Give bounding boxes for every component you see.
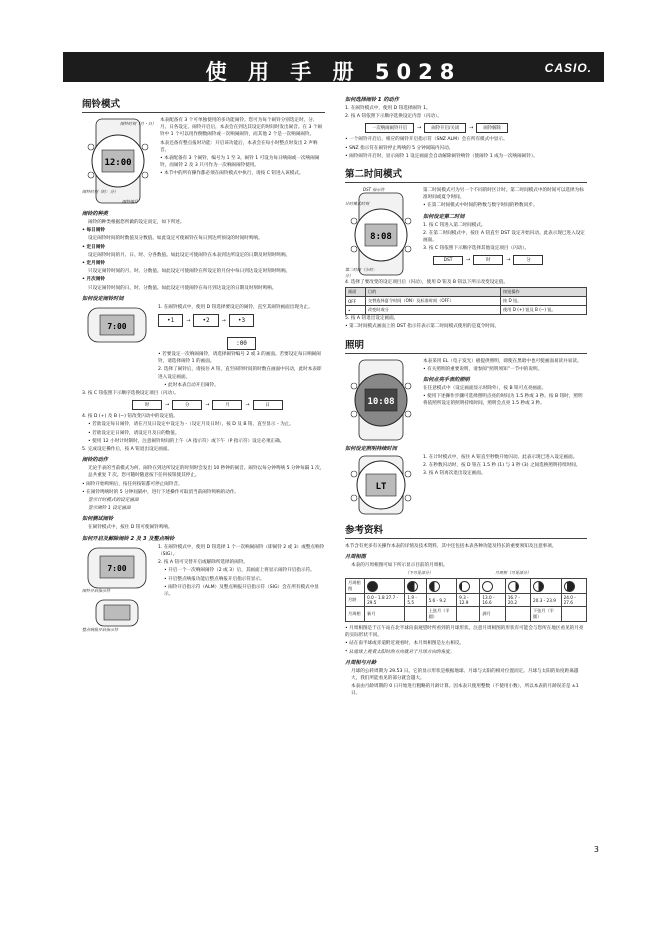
reference-title: 参考资料 [345,524,384,536]
select-bullet: • 闹铃闹铃开启时，显示闹铃 1 设定画面会自动解除闹铃响铃（使闹铃 1 成为一次响闹闹铃）。 [345,153,538,159]
table-header-row [346,288,587,297]
arrow-icon: → [469,125,474,132]
alarm-type-desc: 设定闹铃时间的时数值及分数值。如此设定可使闹铃在每日到达所预设的时间时鸣响。 [88,236,263,242]
svg-text:12:00: 12:00 [104,158,132,168]
duration-step-1: 1. 在计时模式中，按住 A 钮直至秒数开始闪动。此表示现已进入设定画面。 [423,454,578,460]
arrow-icon: → [245,402,250,409]
moon-intro: 本表的月周相图可如下所示显示目前的月周相。 [351,562,448,568]
moon-caption: （不可见部分） [405,570,433,576]
dual-step-4: 4. 选择了要改变的设定项目后（闪动），使用 D 钮及 B 钮以下所示改变设定值。 [345,280,509,286]
alarm-watch-illustration [82,117,154,207]
svg-text:7:00: 7:00 [107,563,127,573]
alarm1-sequence [345,123,587,133]
moon-icon [482,581,493,592]
moon-graphic [480,579,505,594]
alarm-operation-subitem: 显示闹铃 1 设定画面 [88,506,131,512]
moon-icon [533,581,544,592]
table-row [346,594,587,607]
divider [345,538,587,539]
seq-item: 分 [172,400,202,410]
moon-graphic [531,579,562,594]
alarm-type-title: • 定日闹铃 [82,244,105,250]
light-intro: 本表采用 EL（电子发光）板提供照明，即使在黑暗中也可使画面易读并易读。 [423,358,582,364]
test-alarm-desc: 在闹铃模式中，按住 D 钮可使闹铃鸣响。 [88,525,173,531]
dual-set-title: 如何设定第二时间 [423,213,465,220]
moon-graphic [365,579,405,594]
moon-age: 24.0 - 27.6 [561,594,586,607]
dual-time-watch-illustration [345,187,417,279]
alarm-operation-desc: 无论手表的当前模式为何，闹铃在到达所设定的时刻时会发出 10 秒钟的闹音。闹铃以每分钟鸣响 5 分钟每隔 1 次，总共重复 7 次。您可随时随意按下任何按钮使其停止。 [88,466,325,479]
reference-intro: 本节含有更多有关操作本表的详情及技术资料，其中还包括本表各种功能及特长的重要须知及注意事项。 [345,543,557,549]
moon-graphic [505,579,530,594]
dual-intro: 第二时间模式可为另一个不同的时区计时。第二时间模式中的时间可以选择为标准时间或夏令时间。 [423,188,584,201]
svg-text:10:08: 10:08 [367,396,395,407]
moon-phase: 下弦月（半圆） [531,607,562,622]
set-step-5: 5. 完成设定操作后，按 A 钮退出设定画面。 [82,447,173,453]
alarm-types-title: 闹铃的种类 [82,211,108,217]
moon-age: 20.3 - 23.9 [531,594,562,607]
moon-age: 0.0 - 1.8 27.7 - 29.5 [365,594,405,607]
moon-phase-table [345,578,587,622]
seq-item: 分 [513,255,543,265]
watch-caption: 整点响报开启指示符 [82,626,118,632]
set-step-4-note: • 使用 12 小时计时制时，注意闹铃时间的上午（A 指示符）或下午（P 指示符）设定必须正确。 [88,438,285,444]
watch-caption: 闹铃开启指示符 [82,587,110,593]
moon-phase: 满月 [480,607,505,622]
setting-sequence [82,400,325,410]
table-header: 目的 [365,288,500,297]
seq-item: 一次响闹闹铃开启 [365,123,414,133]
on-bullet: • 开启整点响报功能后整点响报开启指示符显示。 [164,576,265,582]
table-cell: OFF [346,297,366,306]
arrow-icon: → [165,402,170,409]
moon-bullet: • 站在南半球或赤道附近观看时，本月周相图是左右相反。 [345,641,465,647]
moon-age-desc: 本表由月龄周期的 0 日开始进行粗略的月龄计算。因本表只使用整数（不使用小数），所以本表的月龄误差是 ±1 日。 [351,684,579,697]
alarm-operation-title: 闹铃的动作 [82,457,108,464]
light-row [345,358,587,442]
dual-settings-table [345,287,587,315]
watch-caption: 闹铃时刻（月・日） [120,121,156,126]
alarm-type-desc: 只设定闹铃时间的月、时、分数值。如此设定可使闹铃在所设定的月份中每日到达设定时刻时鸣响。 [88,269,291,275]
on-step-2: 2. 按 A 钮可交替开启或解除所选择的闹铃。 [158,560,249,566]
divider [345,353,587,354]
table-row [346,579,587,594]
moon-age-title: 月周相与月龄 [345,659,377,666]
moon-footnote: * 从地球上观看太阳时的方向就对于月球方向的角度。 [345,649,455,655]
moon-phase [405,607,426,622]
seq-item: 闹铃开启/关闭 [424,123,466,133]
dual-bullet: • 第二时间模式画面上的 DST 指示符表示第二时间模式使用的是夏令时间。 [345,324,500,330]
moon-icon [429,581,440,592]
moon-graphic [457,579,480,594]
left-column [82,96,325,632]
light-sub-title: 如何点亮手表的照明 [423,377,470,384]
on-step-1: 1. 在闹铃模式中，使用 D 钮选择 1 个一次响闹闹铃（即闹铃 2 或 3）或整点响铃（SIG）。 [158,544,325,557]
alarm-operation-bullet: • 闹铃开始鸣响后，按任何按钮都可停止闹铃音。 [82,481,183,487]
svg-text:8:08: 8:08 [370,232,392,243]
moon-age-desc: 月球的公转周期为 29.53 日。它的显示形状是根据地球、月球与太阳的相对位置而定。月球与太阳的角度距离越大，我们所能看见的部分就会越大。 [351,668,579,682]
moon-phase: 新月 [365,607,405,622]
alarm-screen: •3 [229,314,254,327]
table-row [346,297,587,306]
moon-age: 5.6 - 9.2 [426,594,457,607]
seq-item: 日 [253,400,283,410]
duration-step-3: 3. 按 A 钮再次退出设定画面。 [423,471,486,477]
watch-caption: 计时模式时刻 [345,201,369,207]
select-alarm1-title: 如何选择闹铃 1 的动作 [345,97,399,103]
select-step-2: 2. 按 A 钮依照下示顺序选换设定内容（闪动）。 [345,114,442,120]
dual-step-2: 2. 在第二时间模式中，按住 A 钮直至 DST 设定开始闪动。此表示现已进入设定画面。 [423,230,585,244]
arrow-icon: → [205,402,210,409]
moon-age: 13.0 - 16.6 [480,594,505,607]
alarm-mode-title: 闹铃模式 [82,99,121,110]
moon-phase [561,607,586,622]
moon-icon [459,581,470,592]
alarm-screen: •2 [193,314,218,327]
alarm-intro-2: 本表还备有整点报时功能：开启该功能后，本表会在每小时整点时发出 2 声响音。 [160,140,318,153]
dual-bullet: • 在第二时间模式中时间的秒数与数字时间的秒数同步。 [423,203,538,209]
table-row-label: 月周相图 [346,579,365,594]
table-row-label: 月周相 [346,607,365,622]
duration-step-2: 2. 在秒数闪动时，按 D 钮在 1.5 秒 (1) 与 3 秒 (3) 之间选换照明持续时间。 [423,462,581,468]
divider [82,112,325,113]
alarm-type-title: • 定月闹铃 [82,261,105,267]
alarm-on-off-row [82,544,325,632]
dual-step-5: 5. 按 A 钮退出设定画面。 [345,316,399,322]
moon-age: 9.3 - 12.9 [457,594,480,607]
light-bullet: • 有关照明的重要说明，请参阅“照明须知”一节中的说明。 [423,366,543,372]
svg-text:LT: LT [375,481,387,492]
watch-caption: 闹铃时刻（时：分） [82,189,118,194]
dual-time-title: 第二时间模式 [345,169,403,181]
dual-time-row [345,187,587,279]
seq-item: 时 [132,400,162,410]
alarm-types-intro: 闹铃的种类根据您所做的设定而定，如下所述。 [88,220,185,225]
on-bullet: • 开启一个一次响闹闹铃（2 或 3）后，其画面上将显示闹铃开启指示符。 [164,568,315,574]
alarm-number-sequence [158,314,325,327]
duration-row [345,454,587,516]
set-step-2-note: • 此时本表自动开启闹铃。 [164,382,219,388]
moon-bullet: • 月周相图是于正午站在北半球向南观望时所看到的月球形状。注意月周相图的形状有可能会与您所在地区看见的月亮的实际形状不同。 [345,626,584,639]
moon-age: 1.9 - 5.5 [405,594,426,607]
set-step-3: 3. 按 C 钮依照下示顺序选换设定项目（闪动）。 [82,391,179,397]
light-title: 照明 [345,339,365,351]
alarm-indicator-watch-illustration [82,544,152,632]
on-bullet: • 闹铃开启指示符（ALM）及整点响报开启指示符（SIG）会在所有模式中显示。 [164,584,319,597]
seq-item: DST [433,256,463,265]
duration-watch-illustration [345,454,417,516]
set-step-1: 1. 在闹铃模式中，使用 D 钮选择要设定的闹铃，直至其闹铃画面出现为止。 [158,304,313,310]
set-step-2: 2. 选择了闹铃后，请按住 A 钮，直至闹铃时间的时数在画面中闪动，此时本表即进入设定画面。 [158,367,322,380]
alarm-type-title: • 每日闹铃 [82,228,105,234]
arrow-icon: → [186,317,191,324]
set-alarm-title: 如何设定闹铃时间 [82,295,124,302]
table-header: 按钮操作 [500,288,586,297]
moon-caption: 月周相（可见部分） [495,570,531,576]
light-watch-illustration [345,358,417,442]
page-header [63,52,604,82]
right-column [345,96,587,699]
arrow-icon: → [221,317,226,324]
table-cell: • [346,306,366,315]
dual-sequence [423,255,587,265]
table-cell: 改变时或分 [365,306,500,315]
alarm-screen: •1 [158,314,183,327]
moon-icon [564,581,575,592]
select-step-1: 1. 在闹铃模式中，使用 D 钮选择闹铃 1。 [345,106,431,111]
table-cell: 按 D 钮。 [500,297,586,306]
select-bullet: • 一个闹铃开启后，相应的闹铃开启指示符（SNZ ALM）会在所有模式中显示。 [345,137,508,143]
set-note: • 若要设定一次响闹闹铃，请选择闹铃编号 2 或 3 的画面。若要设定每日响闹闹铃，请选择闹铃 1 的画面。 [158,352,321,365]
seq-item: 闹铃解除 [476,123,508,133]
watch-caption: 第二时间（小时：分） [345,267,377,279]
moon-icon [508,581,519,592]
watch-caption: 闹铃编号 [122,199,138,204]
table-row-label: 月龄 [346,594,365,607]
test-alarm-title: 如何测试闹铃 [82,516,114,523]
table-cell: 使用 D (+) 钮及 B (−) 钮。 [500,306,586,315]
manual-title: 使 用 手 册 5028 [205,60,462,84]
alarm-bullet: • 本节中的所有操作都必须在闹铃模式中执行，请按 C 钮进入该模式。 [160,171,304,177]
arrow-icon: → [466,257,471,264]
alarm-on-off-title: 如何开启及解除闹铃 2 及 3 及整点响铃 [82,535,175,542]
page-number: 3 [593,845,599,854]
table-cell: 交替选择夏令时间（ON）及标准时间（OFF） [365,297,500,306]
alarm-screen: :00 [227,337,256,350]
table-header: 画面 [346,288,366,297]
set-alarm-watch-illustration [82,304,152,390]
moon-icon [367,581,378,592]
moon-phase [457,607,480,622]
alarm-type-desc: 设定闹铃时间的月、日、时、分各数值。如此设定可使闹铃在本表到达所设定的日期及时刻时鸣响。 [88,252,291,258]
select-bullet: • SNZ 指示符在闹铃停止鸣响的 5 分钟间隔内闪动。 [345,145,454,151]
set-step-4: 4. 按 D (+) 及 B (−) 钮改变闪动中的设定值。 [82,414,178,420]
alarm-bullet: • 本表配备有 3 个闹铃，编号为 1 至 3。闹铃 1 可设为每日响闹或一次响闹闹铃，而闹铃 2 及 3 只可作为一次响闹闹铃使用。 [160,156,320,169]
alarm-type-title: • 月次闹铃 [82,277,105,283]
seq-item: 月 [212,400,242,410]
set-alarm-row [82,304,325,390]
set-step-4-note: • 若欲设定每日闹铃，请在月及日设定中设定为 -（设定月及日时），按 D 及 B 钮，直至显示 - 为止。 [88,422,294,428]
dual-step-1: 1. 按 C 钮进入第二时间模式。 [423,222,486,228]
light-desc: 在任意模式中（设定画面显示时除外），按 B 钮可点亮画面。 [423,386,547,392]
dual-step-3: 3. 按 C 钮依照下示顺序选择其他设定项目（闪动）。 [423,246,530,252]
table-row [346,306,587,315]
moon-graphic [426,579,457,594]
moon-age: 16.7 - 20.2 [505,594,530,607]
divider [345,182,587,183]
moon-title: 月周相图 [345,553,366,560]
moon-graphic [561,579,586,594]
arrow-icon: → [506,257,511,264]
table-row [346,607,587,622]
moon-phase: 上弦月（半圆） [426,607,457,622]
alarm-type-desc: 只设定闹铃时间的日、时、分数值。如此设定可使闹铃在每月到达设定的日期及时刻时鸣响。 [88,285,277,291]
casio-logo: CASIO. [544,61,592,75]
duration-title: 如何设定照明持续时间 [345,445,397,452]
arrow-icon: → [417,125,422,132]
alarm-intro-row [82,117,325,207]
moon-captions [345,570,587,578]
moon-graphic [405,579,426,594]
light-desc-2: • 使用下述操作步骤可选择照明点亮的时间为 1.5 秒或 3 秒。按 B 钮时，照明将依照所设定的照明持续时间，照明会点亮 1.5 秒或 3 秒。 [423,394,583,407]
moon-phase [505,607,530,622]
watch-caption: DST 指示符 [363,187,385,193]
alarm-intro: 本表配备有 3 个可单独使用的多功能闹铃。您可为每个闹铃分别选定时、分、月、日各设定。闹铃开启后，本表会在到达其设定的时间时发出闹音。在 3 个闹铃中 1 个可以用作倒数闹铃或一次响闹闹铃，而其他 2 个是一次响闹闹铃。 [160,118,323,138]
svg-text:7:00: 7:00 [107,321,127,331]
seq-item: 时 [473,255,503,265]
moon-icon [407,581,418,592]
alarm-operation-bullet: • 在闹铃鸣响时的 5 分钟间隔中，进行下述操作可取消当前闹铃鸣响的动作。 [82,489,240,495]
set-step-4-note: • 若欲设定定日闹铃，请设定月及日的数值。 [88,430,180,436]
alarm-operation-subitem: 显示计时模式的设定画面 [88,498,139,504]
